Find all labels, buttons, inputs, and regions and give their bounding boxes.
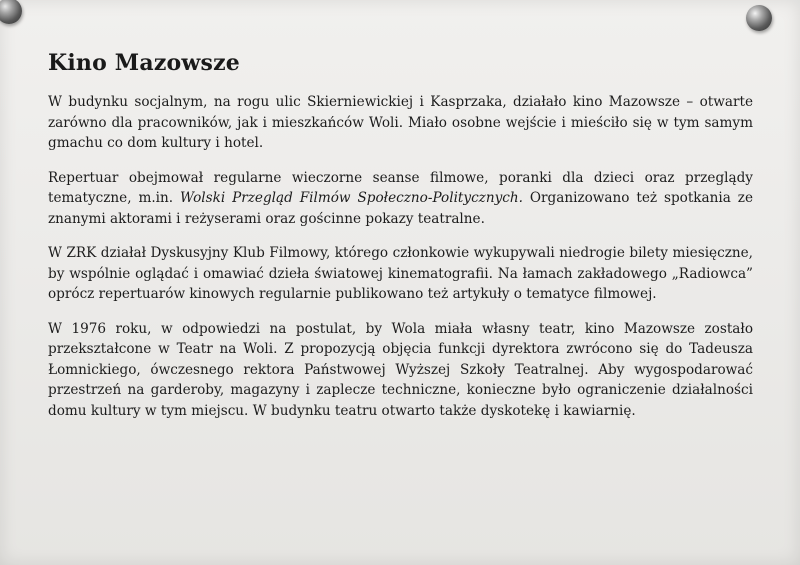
panel-content — [48, 50, 753, 435]
paragraph-repertoire-text-end: Organizowano też spotkania ze znanymi aktorami i reżyserami oraz gościnne pokazy teatralne. — [48, 190, 753, 227]
paragraph-theatre: W 1976 roku, w odpowiedzi na postulat, by Wola miała własny teatr, kino Mazowsze zostało przekształcone w Teatr na Woli. Z propozycją objęcia funkcji dyrektora zwrócono się do Tadeusza Łomnickiego, ówczesnego rektora Państwowej Wyższej Szkoły Teatralnej. Aby wygospodarować przestrzeń na garderoby, magazyny i zaplecze techniczne, konieczne było ograniczenie działalności domu kultury w tym miejscu. W budynku teatru otwarto także dyskotekę i kawiarnię. — [48, 320, 753, 419]
pushpin-icon — [0, 0, 22, 24]
panel-title: Kino Mazowsze — [48, 50, 240, 76]
paragraph-building: W budynku socjalnym, na rogu ulic Skierniewickiej i Kasprzaka, działało kino Mazowsze – otwarte zarówno dla pracowników, jak i mieszkańców Woli. Miało osobne wejście i mieściło się w tym samym gmachu co dom kultury i hotel. — [48, 94, 753, 151]
paragraph-repertoire — [48, 168, 753, 230]
festival-title: Wolski Przegląd Filmów Społeczno-Politycznych. — [180, 190, 523, 206]
paragraph-repertoire-text-start: Repertuar obejmował regularne wieczorne seanse filmowe, poranki dla dzieci oraz przeglądy tematyczne, m.in. — [48, 169, 753, 206]
paragraph-film-club: W ZRK działał Dyskusyjny Klub Filmowy, którego członkowie wykupywali niedrogie bilety miesięczne, by wspólnie oglądać i omawiać dzieła światowej kinematografii. Na łamach zakładowego „Radiowca” oprócz repertuarów kinowych regularnie publikowano też artykuły o tematyce filmowej. — [48, 245, 753, 302]
pushpin-icon — [746, 5, 772, 31]
